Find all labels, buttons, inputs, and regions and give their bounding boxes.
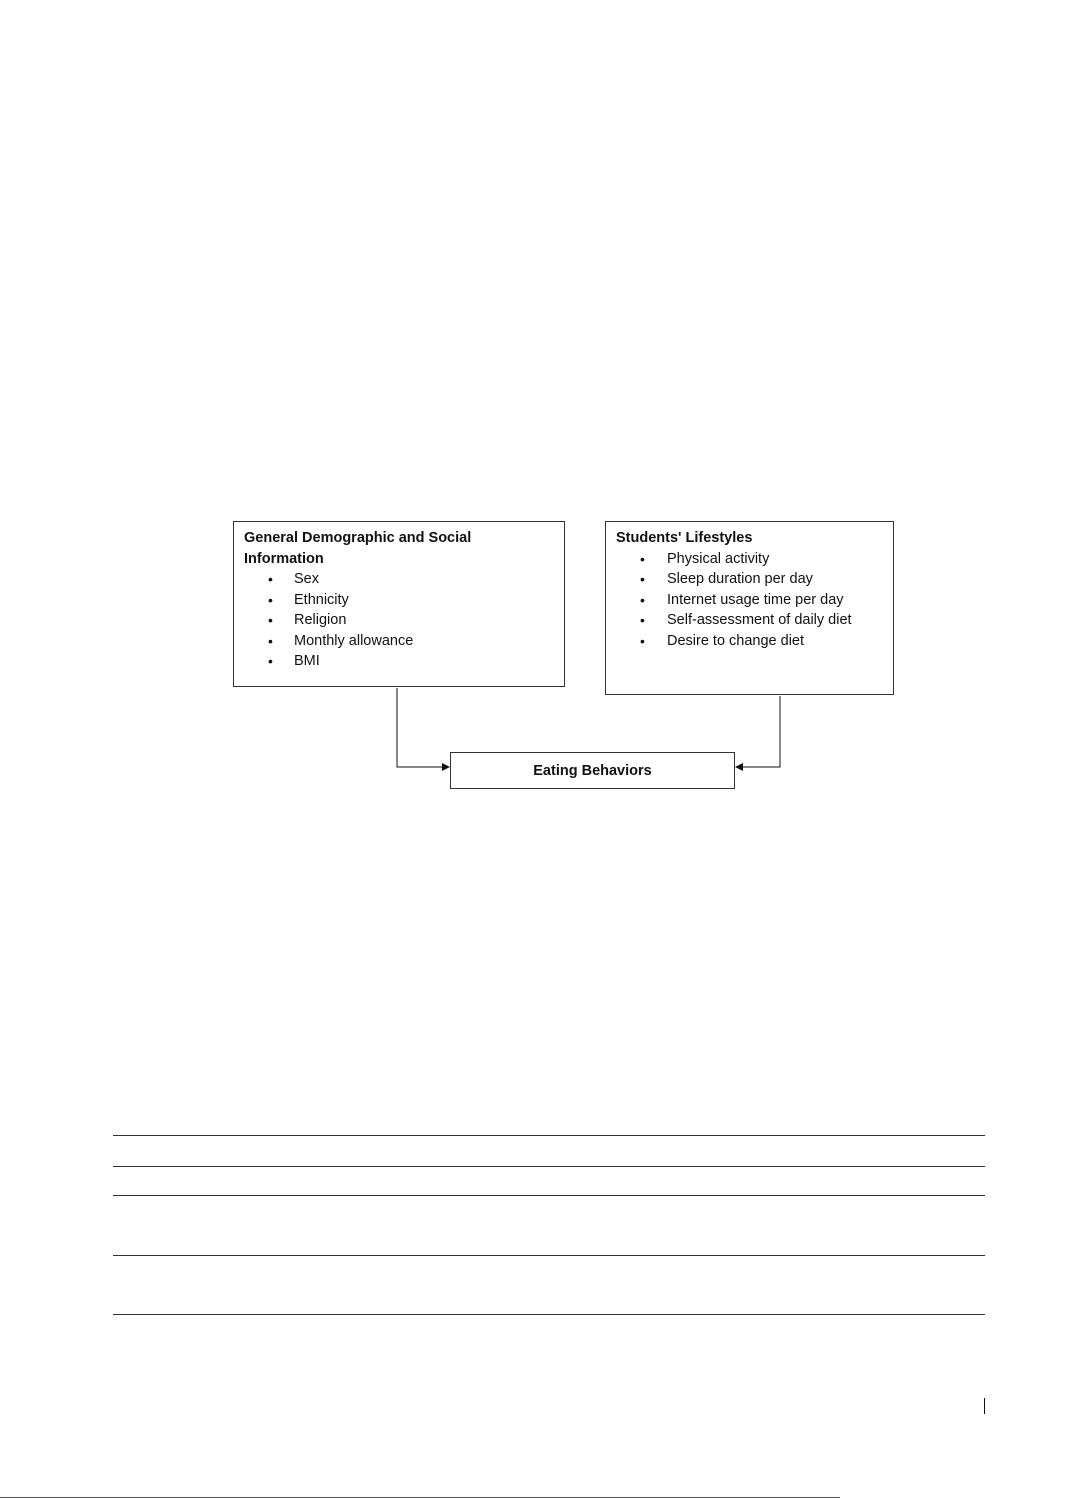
bullet-icon: • — [268, 612, 273, 628]
list-item-label: Internet usage time per day — [667, 591, 844, 608]
list-item-label: Sex — [294, 571, 319, 587]
list-item — [244, 590, 554, 611]
bullet-icon: • — [268, 571, 273, 587]
demographics-list — [244, 569, 554, 672]
bullet-icon: • — [640, 550, 645, 567]
bullet-icon: • — [268, 632, 273, 649]
list-item — [244, 610, 554, 631]
demographics-to-eating-arrow — [397, 688, 449, 767]
list-item — [616, 610, 883, 631]
list-item — [616, 590, 883, 611]
list-item-label: Ethnicity — [294, 591, 349, 608]
list-item — [244, 631, 554, 652]
eating-behaviors-box — [450, 752, 735, 789]
list-item-label: BMI — [294, 653, 320, 669]
lifestyles-list — [616, 549, 883, 652]
list-item-label: Sleep duration per day — [667, 571, 813, 587]
table-bottom-rule — [113, 1314, 985, 1315]
bullet-icon: • — [640, 571, 645, 587]
list-item-label: Religion — [294, 612, 347, 628]
bullet-icon: • — [640, 612, 645, 628]
table-row-rule — [113, 1255, 985, 1256]
lifestyles-to-eating-arrow — [736, 696, 780, 767]
lifestyles-box — [605, 521, 894, 695]
list-item — [244, 569, 554, 590]
list-item-label: Desire to change diet — [667, 632, 805, 649]
table-header-rule — [113, 1166, 985, 1167]
bullet-icon: • — [268, 653, 273, 669]
bullet-icon: • — [268, 591, 273, 608]
list-item-label: Self-assessment of daily diet — [667, 612, 852, 628]
list-item — [616, 569, 883, 590]
list-item — [244, 651, 554, 672]
demographics-title: General Demographic and Social Information — [244, 530, 472, 567]
table-row-rule — [113, 1195, 985, 1196]
list-item — [616, 631, 883, 652]
list-item-label: Monthly allowance — [294, 632, 414, 649]
eating-behaviors-title: Eating Behaviors — [533, 762, 652, 779]
bullet-icon: • — [640, 632, 645, 649]
table-top-rule — [113, 1135, 985, 1136]
bullet-icon: • — [640, 591, 645, 608]
demographics-box — [233, 521, 565, 687]
lifestyles-title: Students' Lifestyles — [616, 530, 753, 546]
list-item — [616, 549, 883, 570]
page-marker — [984, 1398, 985, 1414]
list-item-label: Physical activity — [667, 550, 770, 567]
